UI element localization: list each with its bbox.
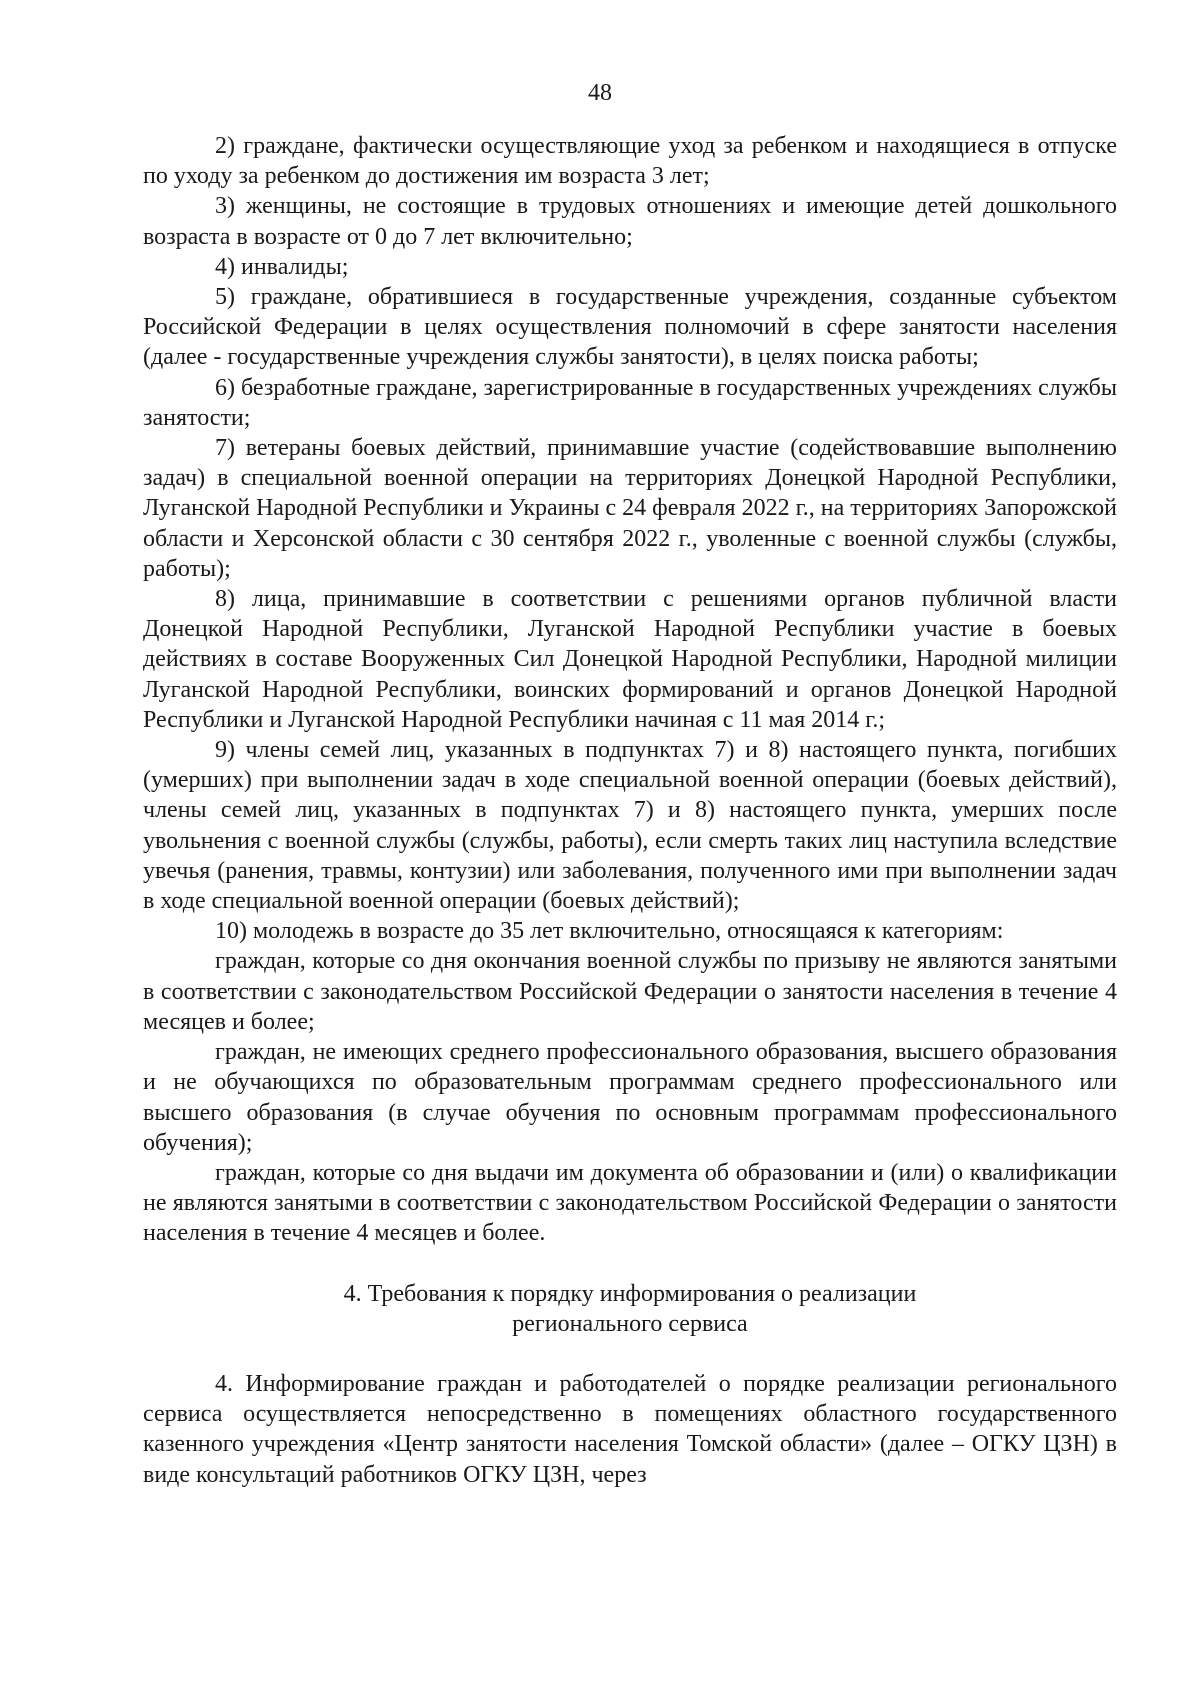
paragraph-item-10: 10) молодежь в возрасте до 35 лет включительно, относящаяся к категориям: bbox=[215, 918, 1004, 945]
paragraph-section-4: 4. Информирование граждан и работодателей о порядке реализации регионального сервиса осуществляется непосредственно в помещениях областного государственного казенного учреждения «Центр занятости населения Томской области» (далее – ОГКУ ЦЗН) в виде консультаций работников ОГКУ ЦЗН, через bbox=[143, 1370, 1117, 1488]
paragraph-youth-category-3: граждан, которые со дня выдачи им документа об образовании и (или) о квалификации не являются занятыми в соответствии с законодательством Российской Федерации о занятости населения в течение 4 месяцев и более. bbox=[143, 1159, 1117, 1247]
paragraph-item-4: 4) инвалиды; bbox=[215, 253, 349, 280]
paragraph-youth-category-1: граждан, которые со дня окончания военной службы по призыву не являются занятыми в соответствии с законодательством Российской Федерации о занятости населения в течение 4 месяцев и более; bbox=[143, 948, 1117, 1035]
paragraph-youth-category-2: граждан, не имеющих среднего профессионального образования, высшего образования и не обучающихся по образовательным программам среднего профессионального или высшего образования (в случае обучения по основным программам профессионального обучения); bbox=[143, 1039, 1117, 1156]
section-heading-line-2: регионального сервиса bbox=[512, 1310, 748, 1337]
paragraph-item-8: 8) лица, принимавшие в соответствии с решениями органов публичной власти Донецкой Народной Республики, Луганской Народной Республики участие в боевых действиях в составе Вооруженных Сил Донецкой Народной Республики, Народной милиции Луганской Народной Республики, воинских формирований и органов Донецкой Народной Республики и Луганской Народной Республики начиная с 11 мая 2014 г.; bbox=[143, 586, 1117, 733]
paragraph-item-7: 7) ветераны боевых действий, принимавшие участие (содействовавшие выполнению задач) в специальной военной операции на территориях Донецкой Народной Республики, Луганской Народной Республики и Украины с 24 февраля 2022 г., на территориях Запорожской области и Херсонской области с 30 сентября 2022 г., уволенные с военной службы (службы, работы); bbox=[143, 435, 1117, 582]
paragraph-item-9: 9) члены семей лиц, указанных в подпунктах 7) и 8) настоящего пункта, погибших (умерших) при выполнении задач в ходе специальной военной операции (боевых действий), члены семей лиц, указанных в подпунктах 7) и 8) настоящего пункта, умерших после увольнения с военной службы (службы, работы), если смерть таких лиц наступила вследствие увечья (ранения, травмы, контузии) или заболевания, полученного ими при выполнении задач в ходе специальной военной операции (боевых действий); bbox=[143, 737, 1117, 915]
paragraph-item-2: 2) граждане, фактически осуществляющие уход за ребенком и находящиеся в отпуске по уходу за ребенком до достижения им возраста 3 лет; bbox=[143, 133, 1117, 190]
page-number: 48 bbox=[588, 80, 612, 106]
paragraph-item-6: 6) безработные граждане, зарегистрированные в государственных учреждениях службы занятости; bbox=[143, 374, 1117, 431]
section-heading-line-1: 4. Требования к порядку информирования о реализации bbox=[343, 1280, 917, 1307]
section-heading bbox=[143, 1279, 1117, 1339]
paragraph-item-3: 3) женщины, не состоящие в трудовых отношениях и имеющие детей дошкольного возраста в возрасте от 0 до 7 лет включительно; bbox=[143, 193, 1117, 250]
paragraph-item-5: 5) граждане, обратившиеся в государственные учреждения, созданные субъектом Российской Федерации в целях осуществления полномочий в сфере занятости населения (далее - государственные учреждения службы занятости), в целях поиска работы; bbox=[143, 284, 1117, 371]
document-body bbox=[143, 131, 1117, 1490]
